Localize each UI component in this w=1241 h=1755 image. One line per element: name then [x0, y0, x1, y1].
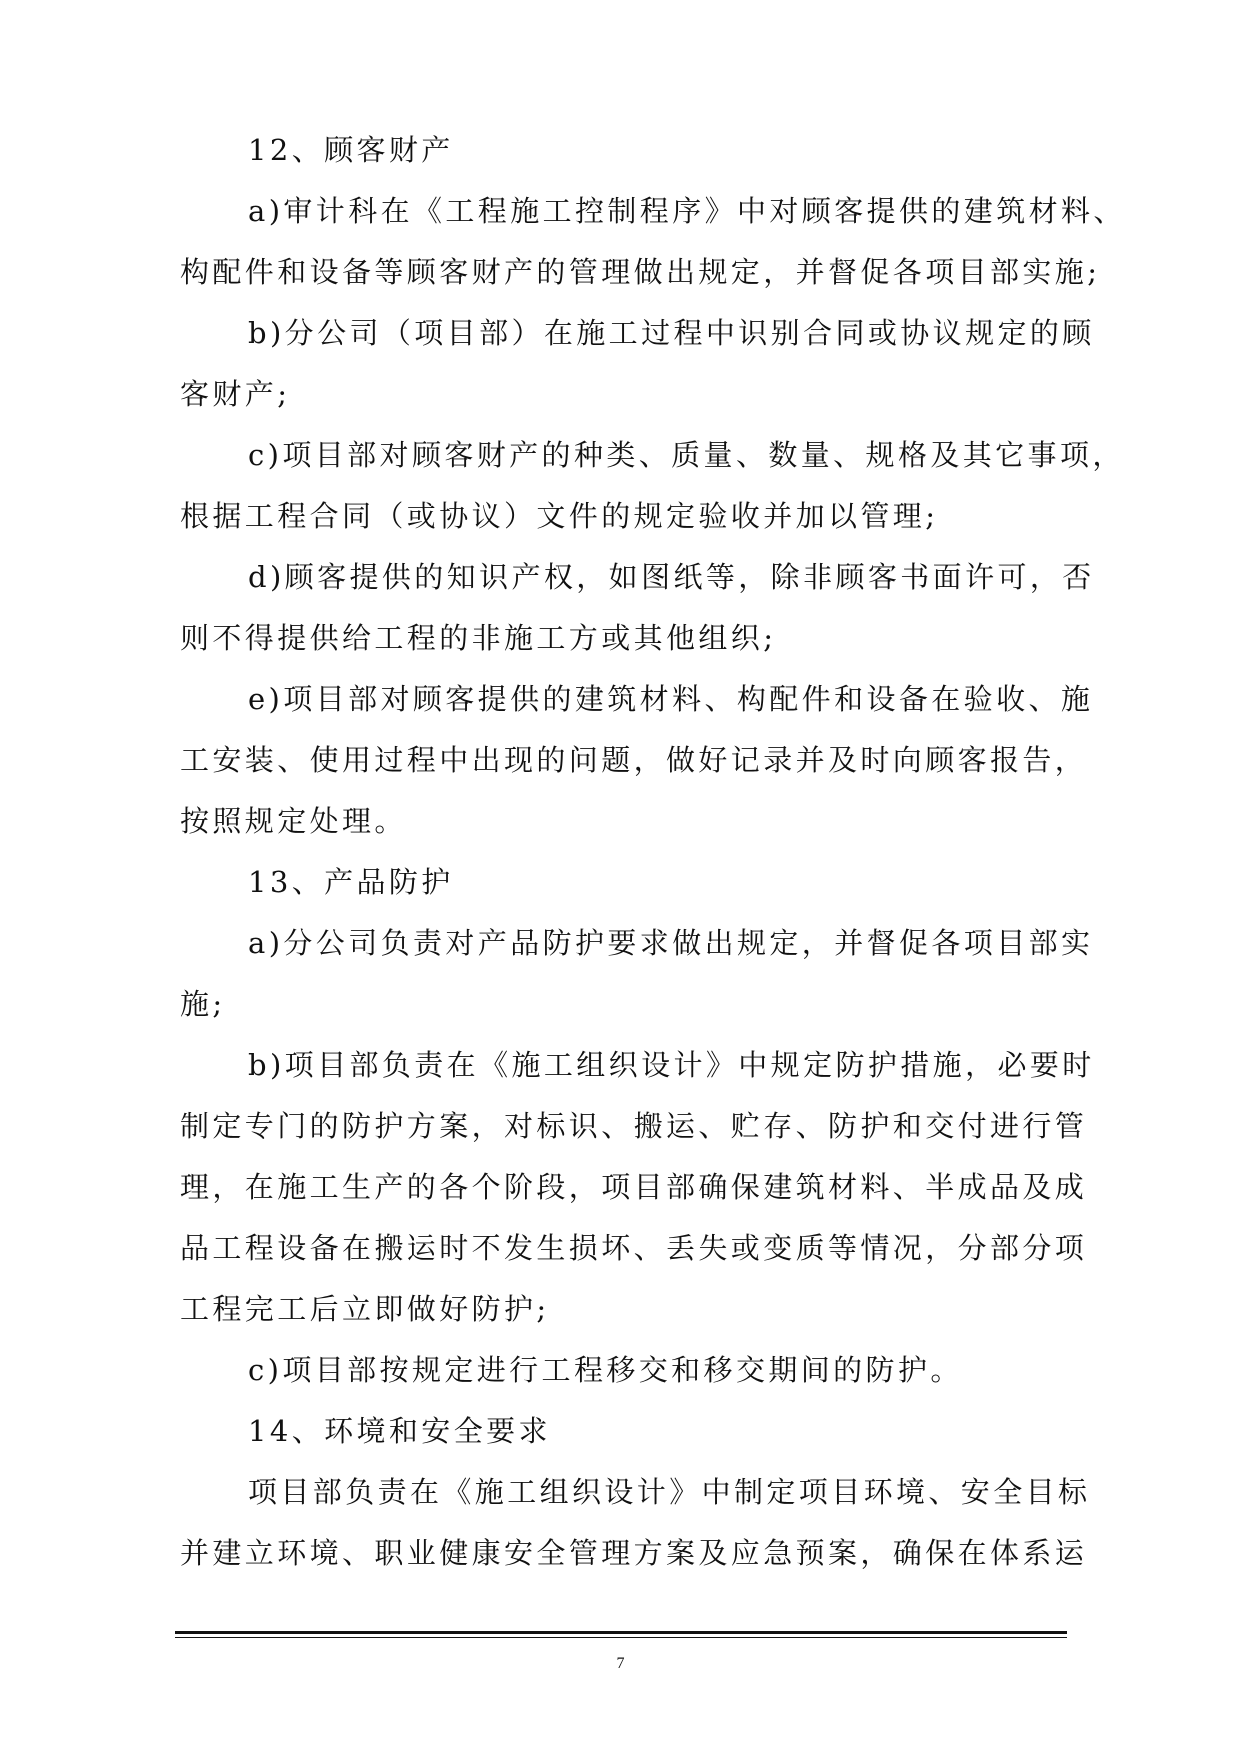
- text-line: d)顾客提供的知识产权，如图纸等，除非顾客书面许可，否: [248, 560, 1095, 594]
- text-line: 理，在施工生产的各个阶段，项目部确保建筑材料、半成品及成: [180, 1170, 1088, 1204]
- text-line: e)项目部对顾客提供的建筑材料、构配件和设备在验收、施: [248, 682, 1094, 716]
- text-line: 工安装、使用过程中出现的问题，做好记录并及时向顾客报告，: [180, 743, 1088, 777]
- section-heading: 13、产品防护: [248, 865, 454, 899]
- text-line: a)审计科在《工程施工控制程序》中对顾客提供的建筑材料、: [248, 194, 1126, 228]
- text-line: c)项目部对顾客财产的种类、质量、数量、规格及其它事项，: [248, 438, 1125, 472]
- section-heading: 14、环境和安全要求: [248, 1414, 551, 1448]
- text-line: 按照规定处理。: [180, 804, 407, 838]
- text-line: 并建立环境、职业健康安全管理方案及应急预案，确保在体系运: [180, 1536, 1088, 1570]
- section-heading: 12、顾客财产: [248, 133, 454, 167]
- text-line: 工程完工后立即做好防护;: [180, 1292, 550, 1326]
- text-line: 根据工程合同（或协议）文件的规定验收并加以管理;: [180, 499, 939, 533]
- text-line: 制定专门的防护方案，对标识、搬运、贮存、防护和交付进行管: [180, 1109, 1088, 1143]
- document-body: [180, 120, 1126, 1584]
- text-line: b)分公司（项目部）在施工过程中识别合同或协议规定的顾: [248, 316, 1095, 350]
- text-line: 则不得提供给工程的非施工方或其他组织;: [180, 621, 777, 655]
- text-line: 施;: [180, 987, 226, 1021]
- text-line: 项目部负责在《施工组织设计》中制定项目环境、安全目标: [248, 1475, 1091, 1509]
- text-line: b)项目部负责在《施工组织设计》中规定防护措施，必要时: [248, 1048, 1095, 1082]
- page-number: 7: [616, 1655, 625, 1672]
- text-line: 构配件和设备等顾客财产的管理做出规定，并督促各项目部实施;: [180, 255, 1101, 289]
- footer-rule-thin: [175, 1637, 1067, 1638]
- footer-rule-thick: [175, 1631, 1067, 1634]
- text-line: c)项目部按规定进行工程移交和移交期间的防护。: [248, 1353, 963, 1387]
- text-line: a)分公司负责对产品防护要求做出规定，并督促各项目部实: [248, 926, 1094, 960]
- text-line: 品工程设备在搬运时不发生损坏、丢失或变质等情况，分部分项: [180, 1231, 1088, 1265]
- text-line: 客财产;: [180, 377, 291, 411]
